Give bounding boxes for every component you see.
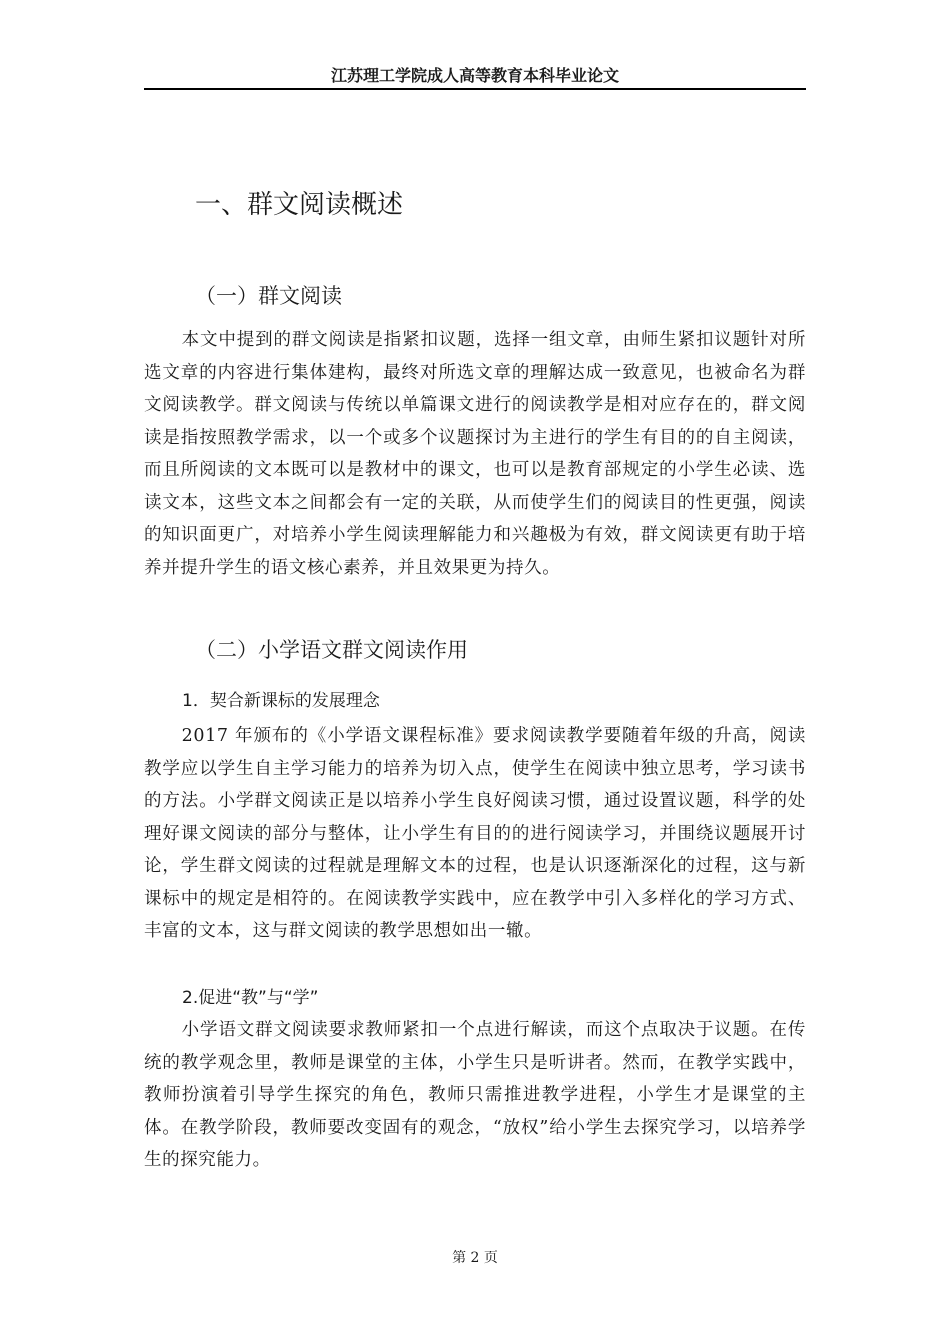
paragraph-text: 小学语文群文阅读要求教师紧扣一个点进行解读，而这个点取决于议题。在传统的教学观念里，教师是课堂的主体，小学生只是听讲者。然而，在教学实践中，教师扮演着引导学生探究的角色，教师只需推进教学进程，小学生才是课堂的主体。在教学阶段，教师要改变固有的观念，“放权”给小学生去探究学习，以培养学生的探究能力。 <box>144 1020 806 1170</box>
page-header: 江苏理工学院成人高等教育本科毕业论文 <box>330 66 619 85</box>
section-title-1: （一）群文阅读 <box>195 284 342 308</box>
section-title-2: （二）小学语文群文阅读作用 <box>195 638 468 662</box>
chapter-title: 一、群文阅读概述 <box>195 190 404 220</box>
header-rule <box>144 88 806 90</box>
paragraph-text: 本文中提到的群文阅读是指紧扣议题，选择一组文章，由师生紧扣议题针对所选文章的内容进行集体建构，最终对所选文章的理解达成一致意见，也被命名为群文阅读教学。群文阅读与传统以单篇课文进行的阅读教学是相对应存在的，群文阅读是指按照教学需求，以一个或多个议题探讨为主进行的学生有目的的自主阅读，而且所阅读的文本既可以是教材中的课文，也可以是教育部规定的小学生必读、选读文本，这些文本之间都会有一定的关联，从而使学生们的阅读目的性更强，阅读的知识面更广，对培养小学生阅读理解能力和兴趣极为有效，群文阅读更有助于培养并提升学生的语文核心素养，并且效果更为持久。 <box>144 330 806 578</box>
paragraph-text: 2017 年颁布的《小学语文课程标准》要求阅读教学要随着年级的升高，阅读教学应以学生自主学习能力的培养为切入点，使学生在阅读中独立思考，学习读书的方法。小学群文阅读正是以培养小学生良好阅读习惯，通过设置议题，科学的处理好课文阅读的部分与整体，让小学生有目的的进行阅读学习，并围绕议题展开讨论，学生群文阅读的过程就是理解文本的过程，也是认识逐渐深化的过程，这与新课标中的规定是相符的。在阅读教学实践中，应在教学中引入多样化的学习方式、丰富的文本，这与群文阅读的教学思想如出一辙。 <box>144 726 806 941</box>
subsection-title-1: 1．契合新课标的发展理念 <box>182 691 380 711</box>
subsection-title-2: 2.促进“教”与“学” <box>182 988 319 1008</box>
paragraph-group-reading-definition <box>144 324 806 584</box>
paragraph-teaching-learning <box>144 1014 806 1177</box>
page-number: 第 2 页 <box>452 1250 498 1266</box>
paragraph-new-curriculum <box>144 720 806 948</box>
